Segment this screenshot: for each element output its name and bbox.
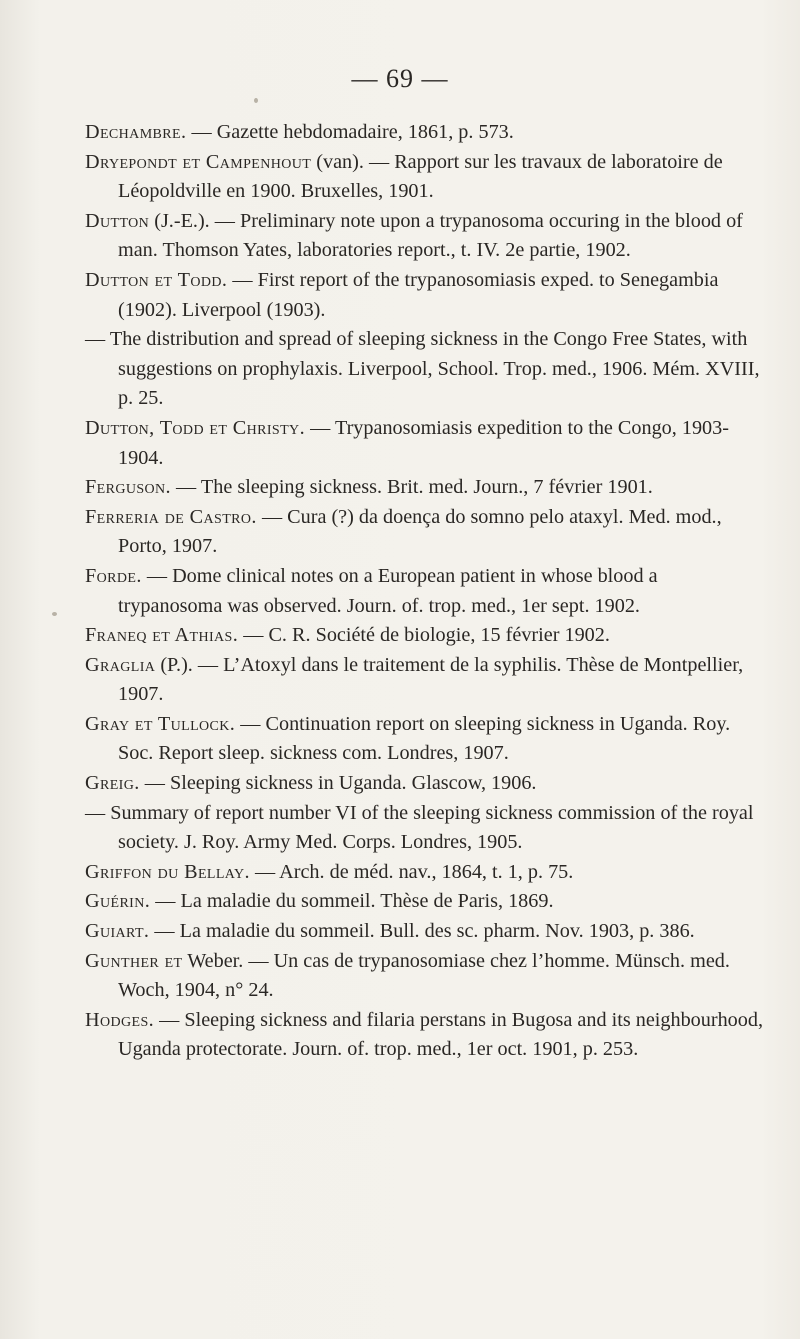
- entry-text: — La maladie du sommeil. Bull. des sc. pharm. Nov. 1903, p. 386.: [149, 920, 695, 943]
- entry-text: (van). — Rapport sur les travaux de laboratoire de Léopoldville en 1900. Bruxelles, 1901.: [118, 150, 723, 203]
- bibliography-entry: [85, 947, 765, 1006]
- bibliography-entry: [85, 414, 765, 473]
- bibliography-entry: [85, 266, 765, 325]
- bibliography-entry: [85, 799, 765, 858]
- entry-author: Dryepondt et Campenhout: [85, 150, 312, 173]
- entry-author: Forde.: [85, 564, 142, 587]
- entry-text: — The distribution and spread of sleeping sickness in the Congo Free States, with suggestions on prophylaxis. Liverpool, School. Trop. med., 1906. Mém. XVIII, p. 25.: [85, 328, 760, 410]
- entry-text: (J.-E.). — Preliminary note upon a trypanosoma occuring in the blood of man. Thomson Yates, laboratories report., t. IV. 2e partie, 1902.: [118, 209, 743, 262]
- entry-text: — Continuation report on sleeping sickness in Uganda. Roy. Soc. Report sleep. sickness com. Londres, 1907.: [118, 712, 731, 765]
- bibliography-entry: [85, 917, 765, 947]
- entry-author: Dechambre.: [85, 121, 187, 143]
- entry-author: Gray et Tullock.: [85, 712, 236, 735]
- entry-author: Guérin.: [85, 890, 151, 913]
- entry-text: — The sleeping sickness. Brit. med. Journ., 7 février 1901.: [171, 476, 653, 499]
- entry-author: Greig.: [85, 772, 140, 795]
- entry-text: (P.). — L’Atoxyl dans le traitement de la syphilis. Thèse de Montpellier, 1907.: [118, 653, 744, 706]
- bibliography-list: [85, 118, 765, 1065]
- entry-author: Dutton, Todd et Christy.: [85, 416, 306, 439]
- entry-author: Ferguson.: [85, 476, 171, 499]
- bibliography-entry: [85, 118, 765, 148]
- entry-text: Weber. — Un cas de trypanosomiase chez l’homme. Münsch. med. Woch, 1904, n° 24.: [118, 949, 730, 1002]
- entry-author: Dutton et Todd.: [85, 268, 228, 291]
- bibliography-entry: [85, 207, 765, 266]
- entry-text: — Sleeping sickness and filaria perstans in Bugosa and its neighbourhood, Uganda protectorate. Journ. of. trop. med., 1er oct. 1901, p. 253.: [118, 1008, 763, 1061]
- bibliography-entry: [85, 858, 765, 888]
- entry-text: — First report of the trypanosomiasis exped. to Senegambia (1902). Liverpool (1903).: [118, 268, 719, 321]
- ink-speck: [52, 612, 57, 616]
- bibliography-entry: [85, 769, 765, 799]
- bibliography-entry: [85, 325, 765, 414]
- entry-text: — Dome clinical notes on a European patient in whose blood a trypanosoma was observed. Journ. of. trop. med., 1er sept. 1902.: [118, 564, 658, 617]
- bibliography-entry: [85, 503, 765, 562]
- entry-text: — Cura (?) da doença do somno pelo ataxyl. Med. mod., Porto, 1907.: [118, 505, 722, 558]
- page-number: — 69 —: [351, 64, 449, 93]
- entry-author: Guiart.: [85, 920, 150, 943]
- ink-speck: [254, 98, 258, 103]
- entry-text: — Sleeping sickness in Uganda. Glascow, 1906.: [139, 772, 537, 795]
- entry-text: — Arch. de méd. nav., 1864, t. 1, p. 75.: [250, 860, 574, 883]
- entry-text: — Summary of report number VI of the sleeping sickness commission of the royal society. J. Roy. Army Med. Corps. Londres, 1905.: [85, 801, 754, 854]
- entry-author: Griffon du Bellay.: [85, 860, 250, 883]
- entry-author: Graglia: [85, 653, 156, 676]
- bibliography-entry: [85, 651, 765, 710]
- entry-author: Ferreria de Castro.: [85, 505, 257, 528]
- bibliography-entry: [85, 148, 765, 207]
- entry-text: — Gazette hebdomadaire, 1861, p. 573.: [186, 121, 514, 143]
- entry-text: — La maladie du sommeil. Thèse de Paris, 1869.: [150, 890, 554, 913]
- entry-text: — C. R. Société de biologie, 15 février 1902.: [238, 624, 610, 647]
- bibliography-entry: [85, 621, 765, 651]
- bibliography-entry: [85, 887, 765, 917]
- entry-author: Franeq et Athias.: [85, 624, 239, 647]
- entry-text: — Trypanosomiasis expedition to the Congo, 1903-1904.: [118, 416, 729, 469]
- bibliography-entry: [85, 562, 765, 621]
- entry-author: Gunther et: [85, 949, 183, 972]
- bibliography-entry: [85, 710, 765, 769]
- entry-author: Hodges.: [85, 1008, 155, 1031]
- bibliography-entry: [85, 1006, 765, 1065]
- bibliography-entry: [85, 473, 765, 503]
- entry-author: Dutton: [85, 209, 150, 232]
